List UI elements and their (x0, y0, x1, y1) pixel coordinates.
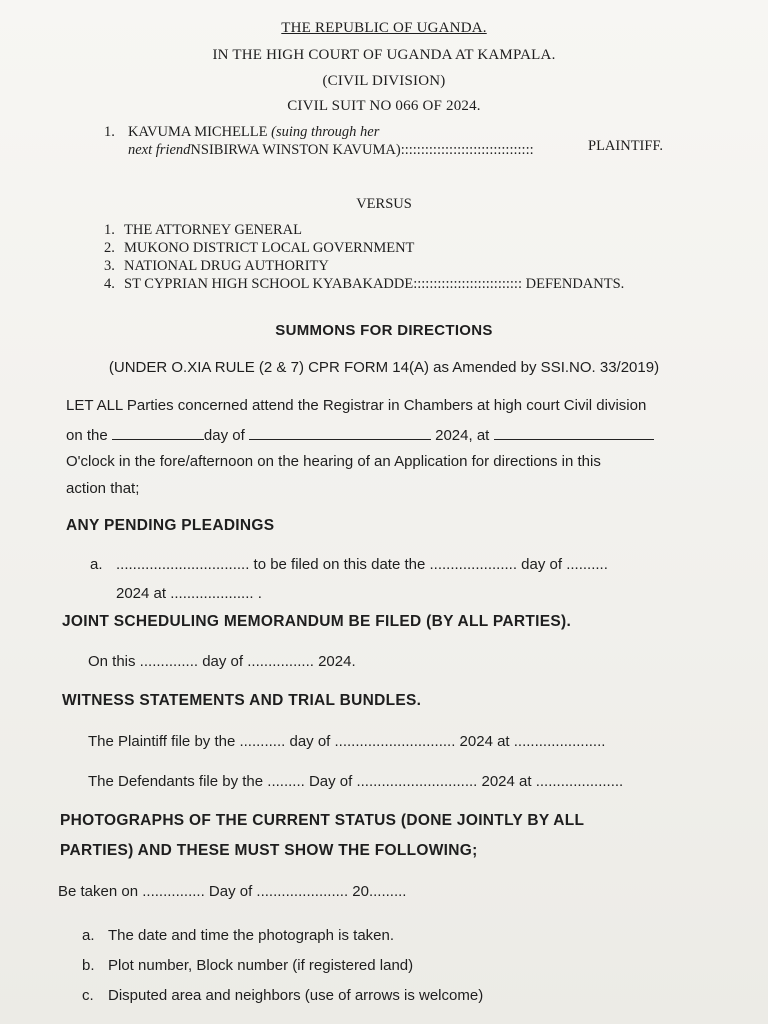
photo-item-label: b. (82, 957, 95, 974)
intro-line-2 (66, 425, 654, 444)
time-blank (494, 425, 654, 440)
summons-subtitle: (UNDER O.XIA RULE (2 & 7) CPR FORM 14(A) as Amended by SSI.NO. 33/2019) (108, 359, 660, 376)
memorandum-line: On this .............. day of ................ 2024. (88, 653, 356, 670)
photo-item-text: The date and time the photograph is taken. (108, 927, 395, 944)
republic-heading: THE REPUBLIC OF UGANDA. (281, 20, 487, 36)
photo-item-label: c. (82, 987, 94, 1004)
pleadings-line-2: 2024 at .................... . (116, 585, 262, 602)
defendant-number: 3. (104, 258, 115, 274)
court-heading: IN THE HIGH COURT OF UGANDA AT KAMPALA. (212, 47, 556, 63)
division-heading: (CIVIL DIVISION) (322, 73, 446, 89)
defendant-number: 1. (104, 222, 115, 238)
month-blank (249, 425, 431, 440)
versus-label: VERSUS (356, 196, 412, 212)
defendant-number: 4. (104, 276, 115, 292)
defendant-number: 2. (104, 240, 115, 256)
intro-line-4: action that; (66, 480, 140, 497)
photographs-taken-line: Be taken on ............... Day of ...................... 20......... (58, 883, 407, 900)
photo-item-label: a. (82, 927, 95, 944)
next-friend-name: NSIBIRWA WINSTON KAVUMA)::::::::::::::::::::::::::::::::: (190, 142, 534, 158)
pleadings-line-1: ................................ to be filed on this date the ..................... day of .......... (116, 556, 608, 573)
memorandum-heading: JOINT SCHEDULING MEMORANDUM BE FILED (BY ALL PARTIES). (62, 613, 572, 630)
intro-year: 2024, at (435, 427, 490, 444)
defendant-name: NATIONAL DRUG AUTHORITY (124, 258, 329, 274)
photo-item-text: Disputed area and neighbors (use of arrows is welcome) (108, 987, 484, 1004)
pleadings-item-label: a. (90, 556, 103, 573)
defendant-name: THE ATTORNEY GENERAL (124, 222, 303, 238)
plaintiff-next-friend-line (128, 142, 534, 159)
plaintiff-number: 1. (104, 124, 115, 140)
defendants-filing-line: The Defendants file by the ......... Day of ............................. 2024 at ..................... (88, 773, 624, 790)
suit-number: CIVIL SUIT NO 066 OF 2024. (287, 98, 481, 114)
pleadings-heading: ANY PENDING PLEADINGS (66, 517, 275, 534)
day-blank (112, 425, 204, 440)
plaintiff-filing-line: The Plaintiff file by the ........... day of ............................. 2024 at ...................... (88, 733, 606, 750)
photographs-heading-line-2: PARTIES) AND THESE MUST SHOW THE FOLLOWING; (60, 842, 478, 859)
plaintiff-role: PLAINTIFF. (588, 138, 663, 154)
summons-title: SUMMONS FOR DIRECTIONS (275, 322, 493, 339)
defendant-name: MUKONO DISTRICT LOCAL GOVERNMENT (124, 240, 415, 256)
photographs-heading-line-1: PHOTOGRAPHS OF THE CURRENT STATUS (DONE JOINTLY BY ALL (60, 812, 585, 829)
intro-line-1: LET ALL Parties concerned attend the Registrar in Chambers at high court Civil division (66, 397, 647, 414)
next-friend-label: next friend (128, 142, 191, 158)
intro-day-of: day of (203, 427, 245, 444)
witness-heading: WITNESS STATEMENTS AND TRIAL BUNDLES. (62, 692, 422, 709)
intro-line-3: O'clock in the fore/afternoon on the hearing of an Application for directions in this (66, 453, 601, 470)
photo-item-text: Plot number, Block number (if registered land) (108, 957, 414, 974)
intro-on-the: on the (66, 427, 108, 444)
plaintiff-suing-note: (suing through her (271, 124, 380, 140)
defendant-name: ST CYPRIAN HIGH SCHOOL KYABAKADDE::::::::::::::::::::::::::: DEFENDANTS. (124, 276, 625, 292)
plaintiff-name: KAVUMA MICHELLE (128, 124, 268, 140)
plaintiff-block (128, 124, 379, 141)
